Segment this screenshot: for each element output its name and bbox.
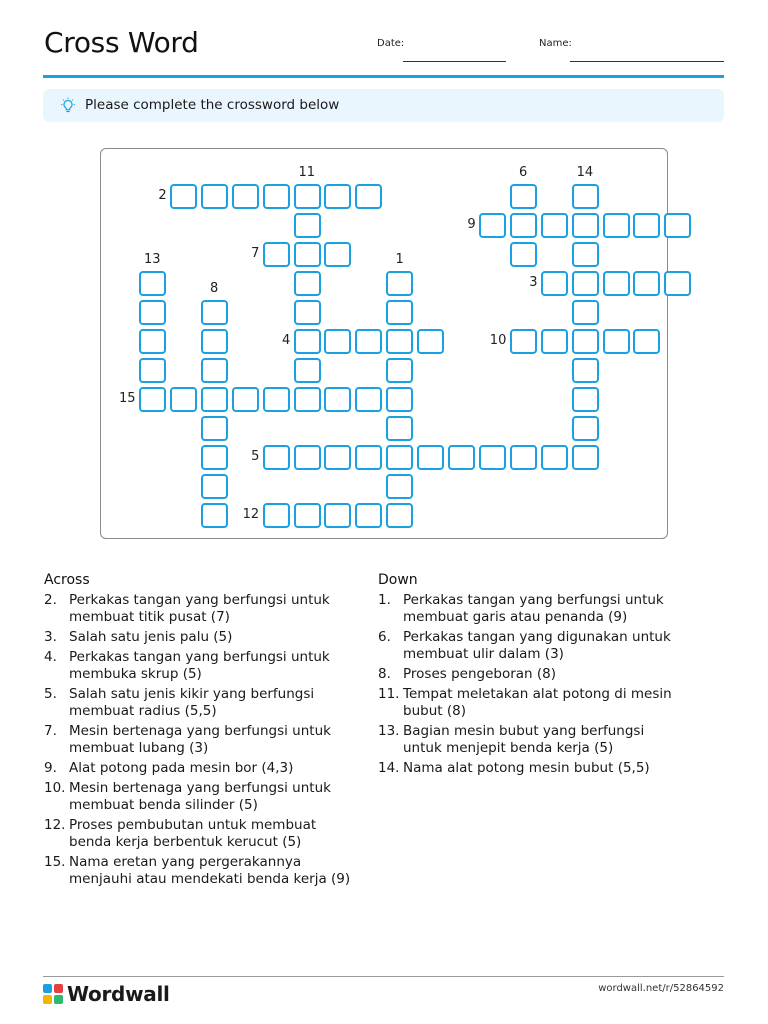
clue-item (378, 629, 683, 663)
crossword-cell[interactable] (139, 271, 166, 296)
clue-number-13-down: 13 (144, 252, 161, 267)
clue-item (378, 592, 683, 626)
crossword-cell[interactable] (170, 184, 197, 209)
crossword-cell[interactable] (201, 474, 228, 499)
crossword-cell[interactable] (263, 242, 290, 267)
crossword-cell[interactable] (572, 300, 599, 325)
clue-number-7-across: 7 (251, 246, 260, 261)
crossword-cell[interactable] (572, 358, 599, 383)
crossword-cell[interactable] (355, 387, 382, 412)
clue-number-3-across: 3 (529, 275, 538, 290)
crossword-cell[interactable] (324, 329, 351, 354)
clue-text: Salah satu jenis kikir yang berfungsi membuat radius (5,5) (69, 686, 315, 719)
crossword-cell[interactable] (139, 329, 166, 354)
clue-number-5-across: 5 (251, 449, 260, 464)
clue-item (44, 723, 356, 757)
clue-text: Nama alat potong mesin bubut (5,5) (403, 760, 650, 776)
crossword-cell[interactable] (633, 271, 660, 296)
crossword-cell[interactable] (603, 213, 630, 238)
crossword-cell[interactable] (139, 358, 166, 383)
crossword-cell[interactable] (294, 213, 321, 238)
crossword-cell[interactable] (324, 503, 351, 528)
lightbulb-icon (59, 97, 77, 115)
date-label: Date: (377, 38, 405, 49)
crossword-cell[interactable] (201, 358, 228, 383)
crossword-cell[interactable] (294, 271, 321, 296)
clue-item (44, 686, 356, 720)
crossword-cell[interactable] (541, 329, 568, 354)
crossword-cell[interactable] (324, 445, 351, 470)
crossword-cell[interactable] (386, 329, 413, 354)
crossword-cell[interactable] (294, 387, 321, 412)
crossword-cell[interactable] (355, 445, 382, 470)
crossword-cell[interactable] (572, 184, 599, 209)
footer-divider (43, 976, 724, 977)
clue-number-15-across: 15 (119, 391, 136, 406)
header-divider (43, 75, 724, 78)
clue-item (44, 629, 356, 646)
clue-text: Perkakas tangan yang digunakan untuk membuat ulir dalam (3) (403, 629, 671, 662)
crossword-cell[interactable] (386, 503, 413, 528)
crossword-cell[interactable] (263, 445, 290, 470)
crossword-cell[interactable] (294, 503, 321, 528)
clue-number-9-across: 9 (467, 217, 476, 232)
crossword-cell[interactable] (201, 329, 228, 354)
clue-text: Mesin bertenaga yang berfungsi untuk membuat benda silinder (5) (69, 780, 331, 813)
clue-item (378, 723, 683, 757)
crossword-cell[interactable] (386, 300, 413, 325)
down-heading: Down (378, 572, 418, 588)
page-title: Cross Word (44, 26, 199, 59)
crossword-cell[interactable] (324, 387, 351, 412)
clue-number: 9. (44, 760, 57, 776)
crossword-cell[interactable] (633, 329, 660, 354)
clue-number-14-down: 14 (576, 165, 594, 180)
crossword-cell[interactable] (572, 416, 599, 441)
crossword-cell[interactable] (201, 503, 228, 528)
clue-number: 7. (44, 723, 57, 739)
clue-item (44, 780, 356, 814)
crossword-cell[interactable] (479, 445, 506, 470)
across-clue-list (44, 592, 356, 891)
clue-text: Perkakas tangan yang berfungsi untuk membuat titik pusat (7) (69, 592, 330, 625)
crossword-cell[interactable] (417, 329, 444, 354)
crossword-cell[interactable] (324, 242, 351, 267)
clue-number: 5. (44, 686, 57, 702)
crossword-cell[interactable] (510, 184, 537, 209)
clue-text: Mesin bertenaga yang berfungsi untuk membuat lubang (3) (69, 723, 331, 756)
clue-number: 8. (378, 666, 391, 682)
crossword-cell[interactable] (572, 271, 599, 296)
clue-number: 14. (378, 760, 400, 776)
crossword-cell[interactable] (541, 213, 568, 238)
crossword-cell[interactable] (572, 387, 599, 412)
crossword-cell[interactable] (664, 213, 691, 238)
wordwall-logo-icon (43, 984, 63, 1004)
name-label: Name: (539, 38, 572, 49)
crossword-cell[interactable] (263, 387, 290, 412)
crossword-cell[interactable] (510, 213, 537, 238)
crossword-cell[interactable] (232, 184, 259, 209)
clue-number-12-across: 12 (242, 507, 260, 522)
crossword-cell[interactable] (139, 387, 166, 412)
crossword-cell[interactable] (510, 329, 537, 354)
crossword-cell[interactable] (355, 503, 382, 528)
crossword-cell[interactable] (201, 445, 228, 470)
instruction-banner (43, 89, 724, 122)
clue-number: 4. (44, 649, 57, 665)
brand-name: Wordwall (67, 982, 170, 1006)
crossword-cell[interactable] (294, 242, 321, 267)
clue-text: Tempat meletakan alat potong di mesin bubut (8) (403, 686, 672, 719)
crossword-cell[interactable] (201, 416, 228, 441)
crossword-cell[interactable] (510, 445, 537, 470)
name-field[interactable] (570, 61, 724, 62)
crossword-cell[interactable] (294, 184, 321, 209)
crossword-cell[interactable] (572, 329, 599, 354)
clue-number-1-down: 1 (395, 252, 404, 267)
clue-number-2-across: 2 (158, 188, 167, 203)
clue-text: Alat potong pada mesin bor (4,3) (69, 760, 294, 776)
clue-number: 12. (44, 817, 66, 833)
clue-text: Nama eretan yang pergerakannya menjauhi atau mendekati benda kerja (9) (69, 854, 351, 887)
crossword-cell[interactable] (541, 445, 568, 470)
clue-number-10-across: 10 (489, 333, 507, 348)
crossword-cell[interactable] (201, 184, 228, 209)
crossword-cell[interactable] (201, 300, 228, 325)
crossword-cell[interactable] (479, 213, 506, 238)
crossword-cell[interactable] (263, 503, 290, 528)
clue-item (44, 854, 356, 888)
clue-number-6-down: 6 (519, 165, 528, 180)
clue-number-8-down: 8 (210, 281, 219, 296)
clue-item (44, 592, 356, 626)
crossword-cell[interactable] (355, 329, 382, 354)
clue-text: Perkakas tangan yang berfungsi untuk membuat garis atau penanda (9) (403, 592, 664, 625)
crossword-cell[interactable] (510, 242, 537, 267)
crossword-cell[interactable] (294, 300, 321, 325)
crossword-cell[interactable] (139, 300, 166, 325)
clue-text: Perkakas tangan yang berfungsi untuk membuka skrup (5) (69, 649, 330, 682)
crossword-cell[interactable] (201, 387, 228, 412)
clue-number: 10. (44, 780, 66, 796)
crossword-cell[interactable] (355, 184, 382, 209)
clue-item (44, 760, 356, 777)
clue-number: 15. (44, 854, 66, 870)
footer-url[interactable]: wordwall.net/r/52864592 (598, 983, 724, 994)
footer-brand (43, 982, 170, 1006)
instruction-text: Please complete the crossword below (85, 97, 340, 113)
clue-number-4-across: 4 (282, 333, 291, 348)
clue-number: 3. (44, 629, 57, 645)
crossword-cell[interactable] (386, 271, 413, 296)
crossword-cell[interactable] (170, 387, 197, 412)
crossword-cell[interactable] (417, 445, 444, 470)
clue-number: 2. (44, 592, 57, 608)
crossword-cell[interactable] (386, 445, 413, 470)
crossword-cell[interactable] (324, 184, 351, 209)
crossword-cell[interactable] (386, 387, 413, 412)
crossword-cell[interactable] (572, 242, 599, 267)
crossword-cell[interactable] (664, 271, 691, 296)
clue-number: 13. (378, 723, 400, 739)
across-heading: Across (44, 572, 90, 588)
crossword-cell[interactable] (263, 184, 290, 209)
clue-number-11-down: 11 (298, 165, 316, 180)
date-field[interactable] (403, 61, 506, 62)
down-clue-list (378, 592, 683, 780)
clue-text: Proses pembubutan untuk membuat benda kerja berbentuk kerucut (5) (69, 817, 317, 850)
clue-text: Proses pengeboran (8) (403, 666, 557, 682)
clue-item (44, 817, 356, 851)
crossword-cell[interactable] (448, 445, 475, 470)
crossword-cell[interactable] (386, 416, 413, 441)
crossword-cell[interactable] (572, 213, 599, 238)
clue-text: Bagian mesin bubut yang berfungsi untuk menjepit benda kerja (5) (403, 723, 645, 756)
crossword-cell[interactable] (603, 271, 630, 296)
crossword-cell[interactable] (541, 271, 568, 296)
crossword-cell[interactable] (294, 358, 321, 383)
clue-text: Salah satu jenis palu (5) (69, 629, 233, 645)
crossword-cell[interactable] (294, 445, 321, 470)
crossword-cell[interactable] (603, 329, 630, 354)
crossword-cell[interactable] (294, 329, 321, 354)
crossword-cell[interactable] (633, 213, 660, 238)
crossword-cell[interactable] (232, 387, 259, 412)
clue-item (44, 649, 356, 683)
clue-item (378, 686, 683, 720)
crossword-cell[interactable] (386, 474, 413, 499)
clue-item (378, 666, 683, 683)
crossword-cell[interactable] (386, 358, 413, 383)
clue-item (378, 760, 683, 777)
crossword-cell[interactable] (572, 445, 599, 470)
clue-number: 6. (378, 629, 391, 645)
clue-number: 1. (378, 592, 391, 608)
clue-number: 11. (378, 686, 400, 702)
